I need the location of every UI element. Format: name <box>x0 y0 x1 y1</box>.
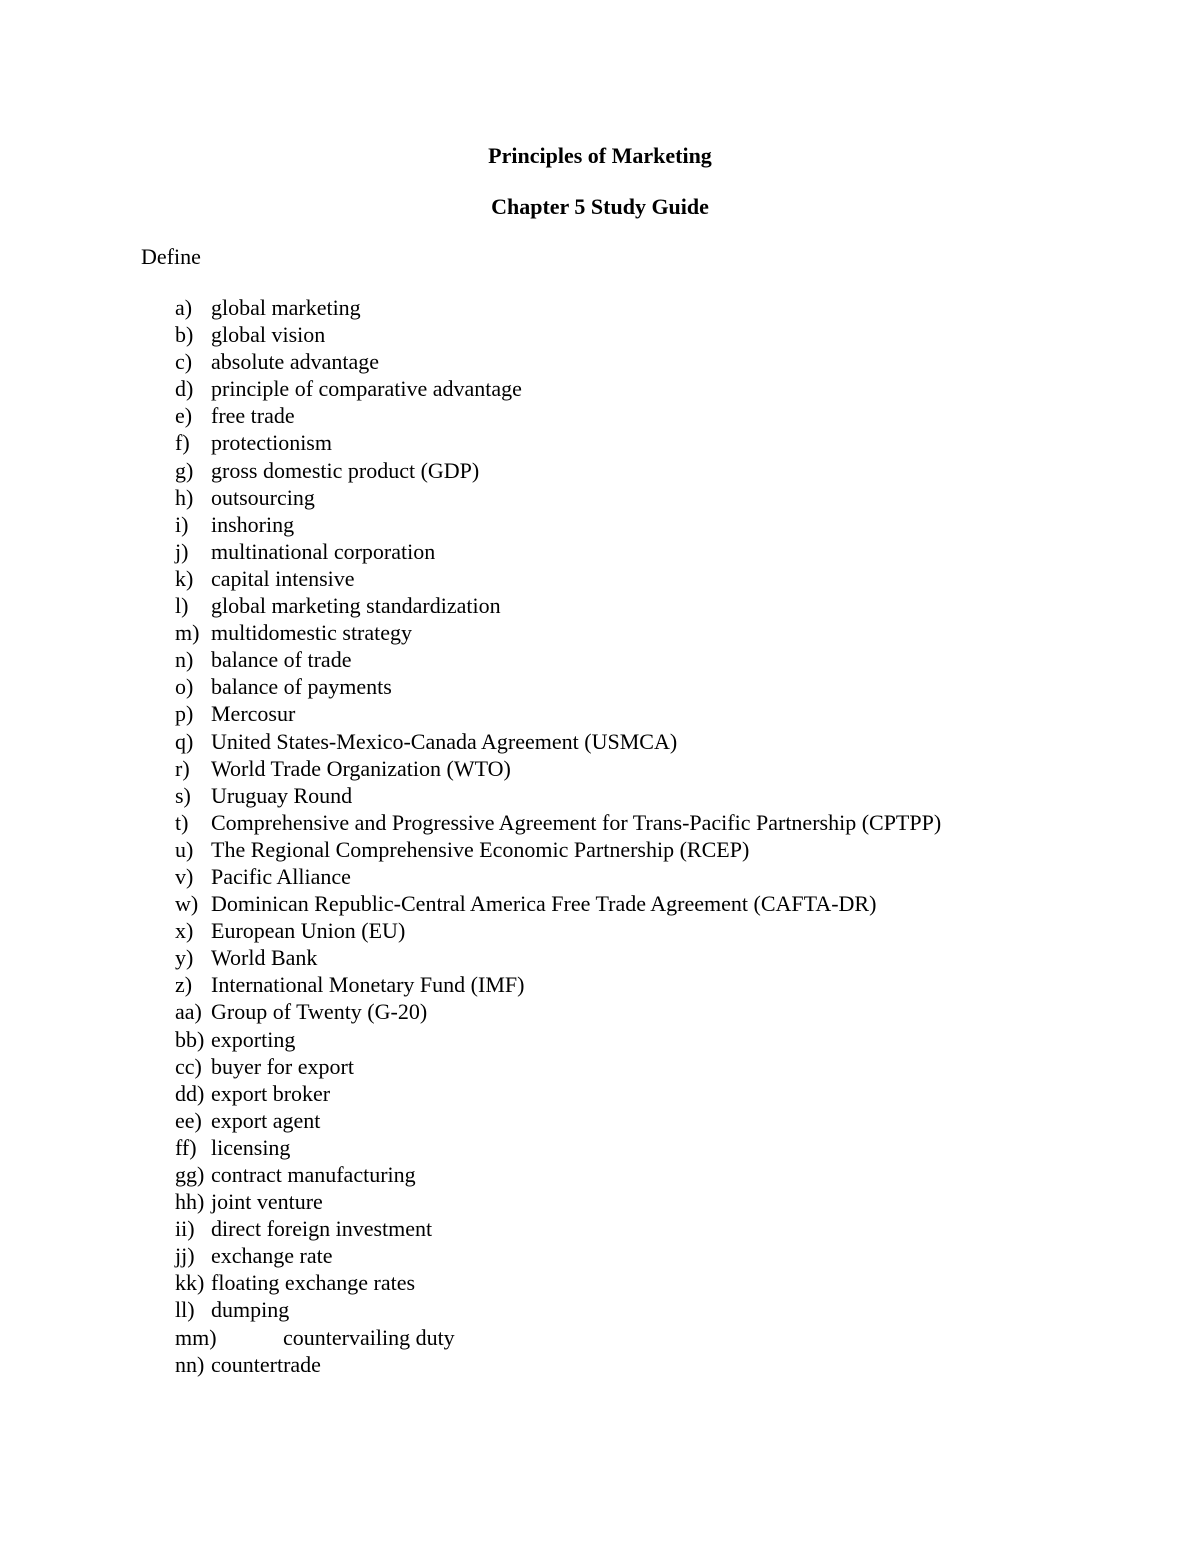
term-text: free trade <box>211 403 295 429</box>
term-label: u) <box>175 836 194 862</box>
term-label: k) <box>175 565 194 591</box>
term-label: q) <box>175 728 194 754</box>
term-label: ll) <box>175 1297 195 1323</box>
term-text: global marketing <box>211 295 361 320</box>
term-text: United States-Mexico-Canada Agreement (USMCA) <box>211 728 678 754</box>
term-text: Comprehensive and Progressive Agreement for Trans-Pacific Partnership (CPTPP) <box>211 809 942 835</box>
term-label: ii) <box>175 1216 195 1242</box>
term-label: m) <box>175 620 200 646</box>
term-text: gross domestic product (GDP) <box>211 457 480 483</box>
term-text: International Monetary Fund (IMF) <box>211 972 525 998</box>
term-label: c) <box>175 349 193 375</box>
term-text: countervailing duty <box>283 1324 455 1350</box>
term-text: protectionism <box>211 430 332 456</box>
term-text: European Union (EU) <box>211 918 406 944</box>
term-label: dd) <box>175 1080 205 1106</box>
term-text: World Bank <box>211 945 318 971</box>
term-text: balance of payments <box>211 674 392 700</box>
term-text: countertrade <box>211 1351 321 1377</box>
term-text: global vision <box>211 322 326 348</box>
term-text: Mercosur <box>211 701 296 727</box>
term-text: exchange rate <box>211 1243 333 1269</box>
term-text: licensing <box>211 1134 291 1160</box>
term-label: l) <box>175 593 189 619</box>
term-text: buyer for export <box>211 1053 354 1079</box>
term-text: Group of Twenty (G-20) <box>211 999 428 1025</box>
term-text: export broker <box>211 1080 331 1106</box>
term-label: ff) <box>175 1134 197 1160</box>
define-heading: Define <box>141 244 201 269</box>
term-label: ee) <box>175 1107 202 1133</box>
term-label: b) <box>175 322 194 348</box>
term-label: gg) <box>175 1162 205 1187</box>
term-text: outsourcing <box>211 484 315 510</box>
term-label: r) <box>175 755 190 781</box>
term-label: a) <box>175 295 193 320</box>
document-title: Principles of Marketing <box>488 143 712 168</box>
term-label: cc) <box>175 1053 202 1079</box>
term-label: w) <box>175 891 199 917</box>
term-text: global marketing standardization <box>211 593 501 619</box>
term-label: f) <box>175 430 190 456</box>
term-text: Uruguay Round <box>211 782 353 808</box>
term-label: mm) <box>175 1324 217 1350</box>
term-text: multidomestic strategy <box>211 620 413 646</box>
term-text: Dominican Republic-Central America Free Trade Agreement (CAFTA-DR) <box>211 891 877 917</box>
term-text: dumping <box>211 1297 290 1323</box>
term-text: joint venture <box>211 1189 323 1215</box>
term-text: World Trade Organization (WTO) <box>211 755 511 781</box>
term-label: d) <box>175 376 194 402</box>
term-text: multinational corporation <box>211 538 436 564</box>
term-text: balance of trade <box>211 647 352 673</box>
term-label: hh) <box>175 1189 205 1215</box>
term-label: g) <box>175 457 194 483</box>
term-text: The Regional Comprehensive Economic Partnership (RCEP) <box>211 836 750 862</box>
term-label: y) <box>175 945 194 971</box>
term-text: contract manufacturing <box>211 1162 416 1187</box>
term-text: direct foreign investment <box>211 1216 433 1242</box>
term-label: s) <box>175 782 191 808</box>
term-label: z) <box>175 972 193 998</box>
term-label: e) <box>175 403 193 429</box>
term-label: i) <box>175 511 189 537</box>
term-label: h) <box>175 484 194 510</box>
document-subtitle: Chapter 5 Study Guide <box>491 194 709 219</box>
term-label: bb) <box>175 1026 205 1052</box>
term-label: nn) <box>175 1351 205 1377</box>
term-label: x) <box>175 918 194 944</box>
term-text: exporting <box>211 1026 296 1052</box>
term-label: o) <box>175 674 194 700</box>
term-label: p) <box>175 701 194 727</box>
term-label: t) <box>175 809 189 835</box>
term-text: inshoring <box>211 511 295 537</box>
term-text: floating exchange rates <box>211 1270 416 1296</box>
term-label: aa) <box>175 999 202 1025</box>
term-text: Pacific Alliance <box>211 863 351 889</box>
term-text: absolute advantage <box>211 349 379 375</box>
term-label: n) <box>175 647 194 673</box>
term-text: principle of comparative advantage <box>211 376 522 402</box>
term-text: export agent <box>211 1107 321 1133</box>
term-label: jj) <box>175 1243 195 1269</box>
term-label: v) <box>175 863 194 889</box>
term-label: kk) <box>175 1270 205 1296</box>
term-label: j) <box>175 538 189 564</box>
term-text: capital intensive <box>211 565 355 591</box>
